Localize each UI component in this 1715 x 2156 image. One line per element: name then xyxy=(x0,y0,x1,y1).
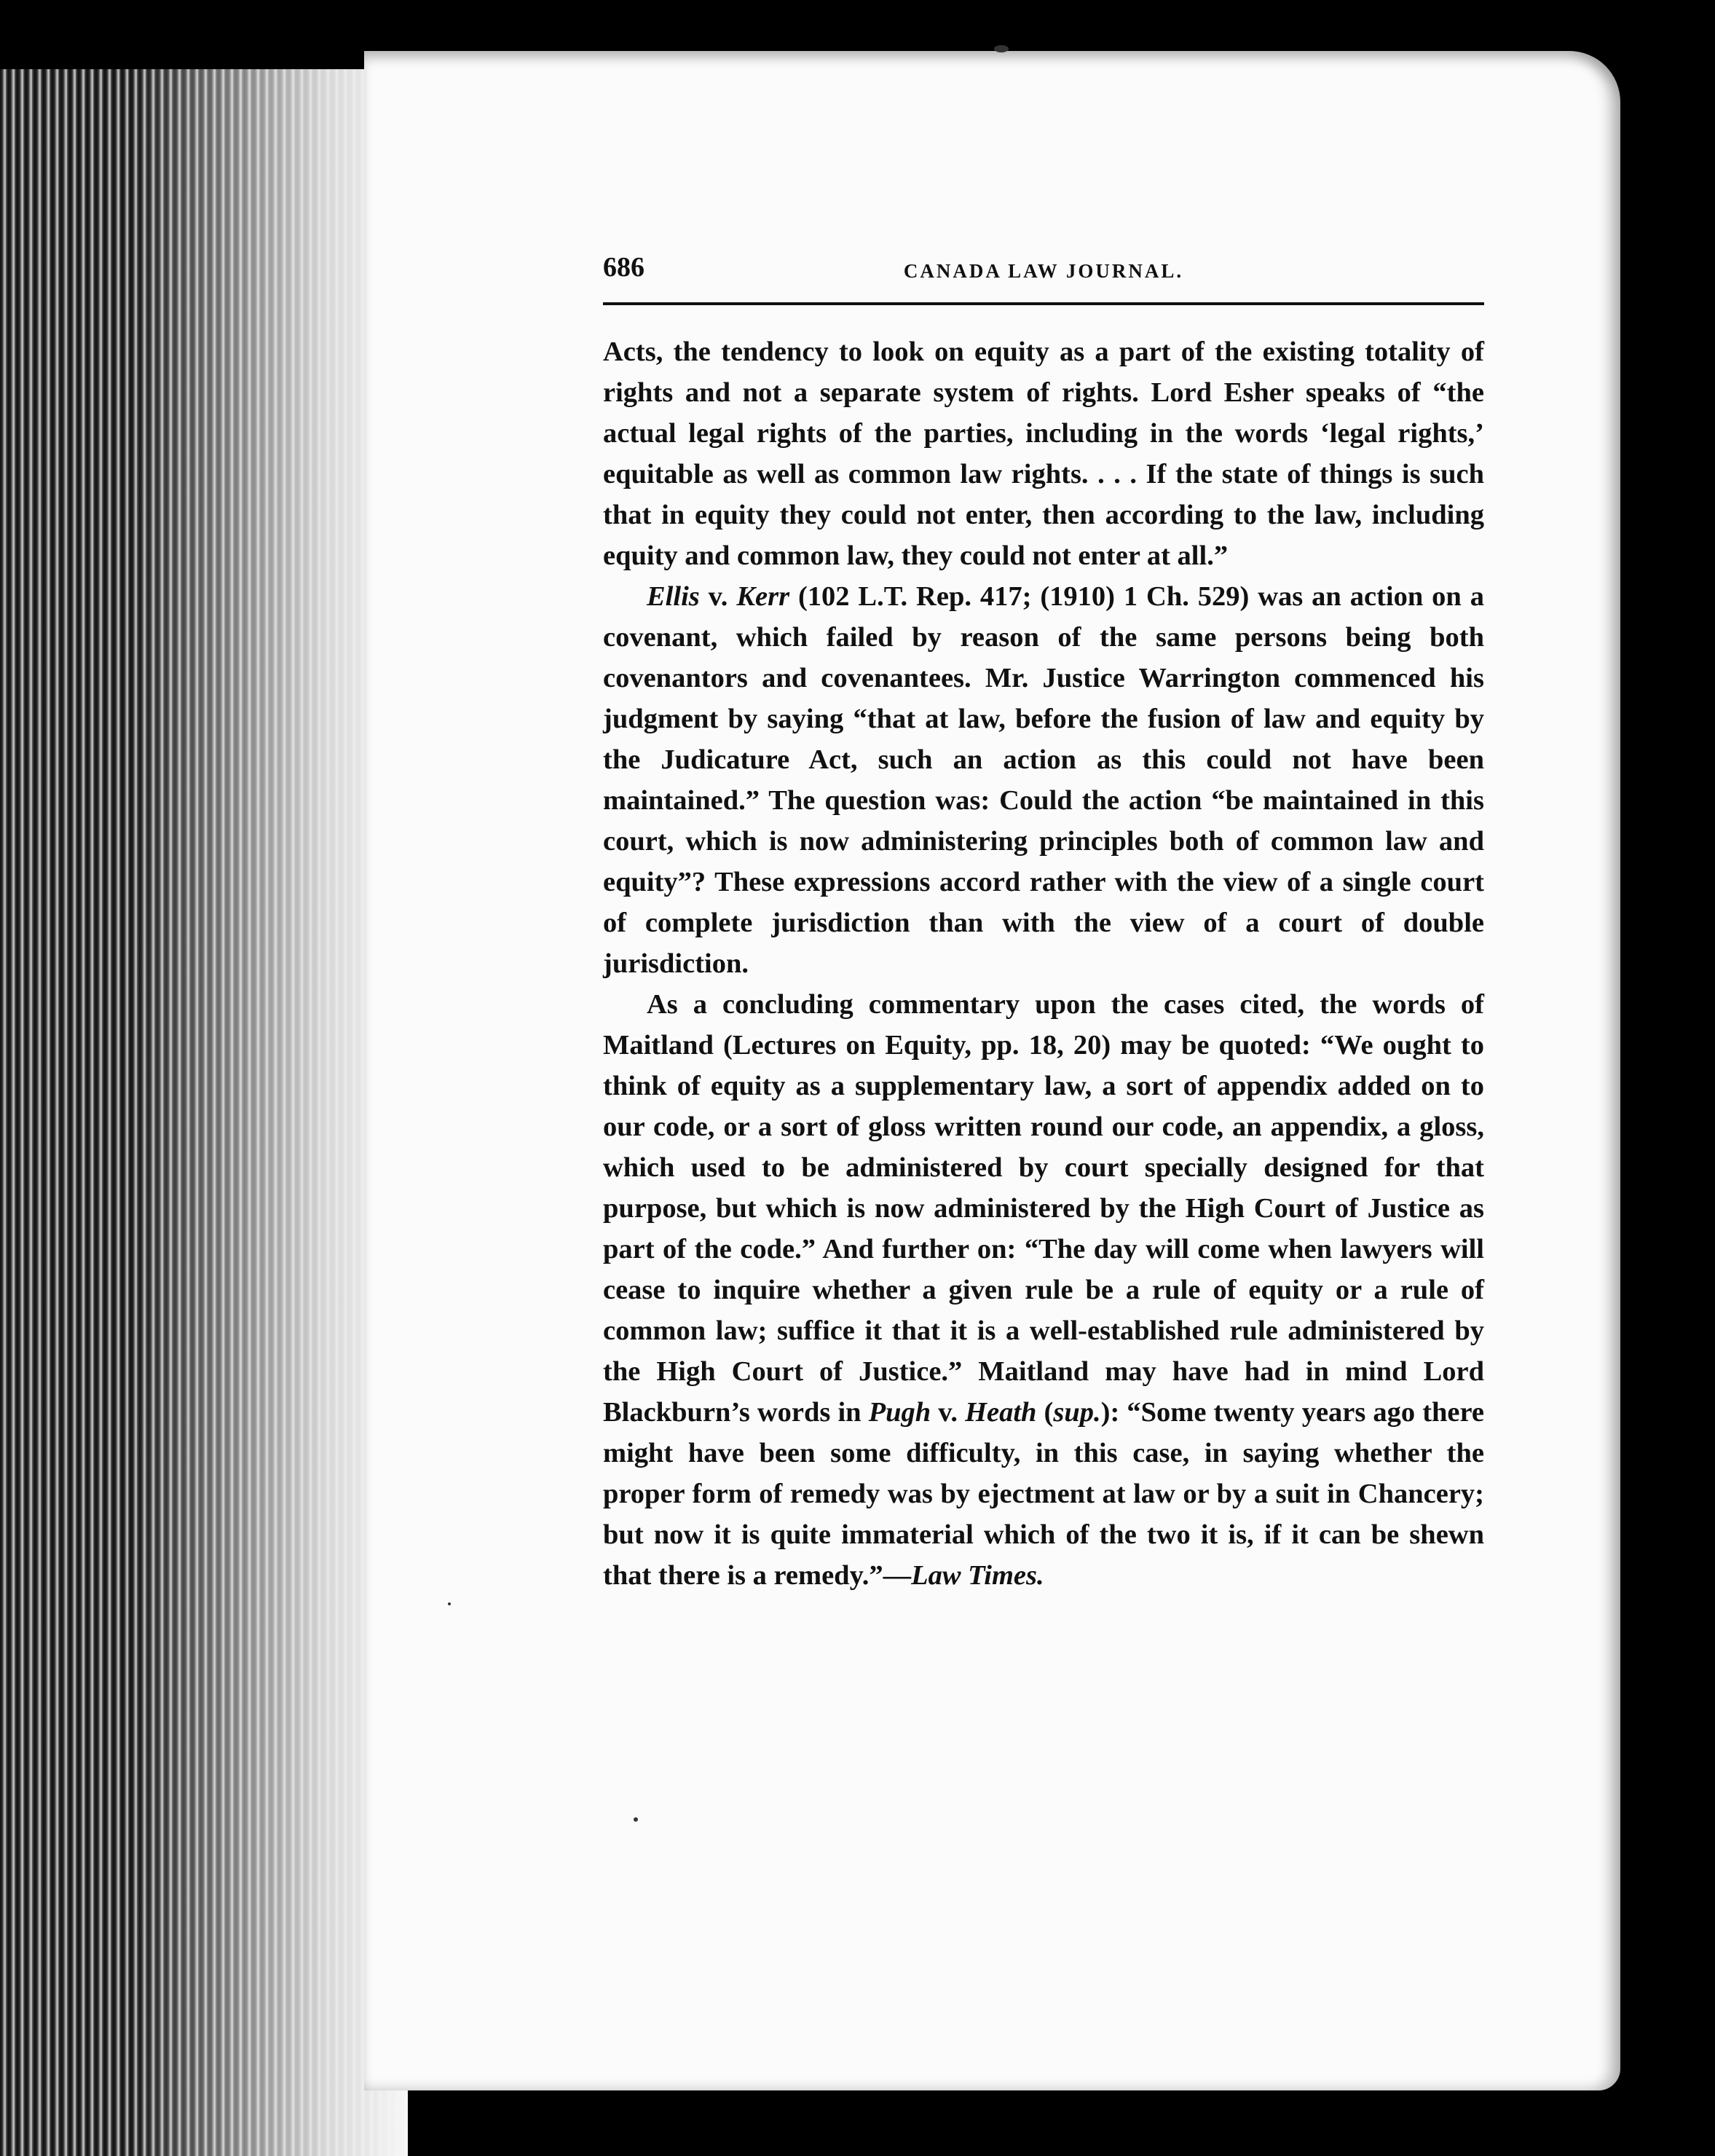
italic-run: Kerr xyxy=(736,581,790,612)
text-run: (102 L.T. Rep. 417; (1910) 1 Ch. 529) was an action on a covenant, which failed by reason of the same persons being both covenantors and covenantees. Mr. Justice Warrington commenced his judgment by saying “that at law, before the fusion of law and equity by the Judicature Act, such an action as this could not have been maintained.” The question was: Could the action “be maintained in this court, which is now administering principles both of common law and equity”? These expressions accord rather with the view of a single court of complete jurisdiction than with the view of a court of double jurisdiction. xyxy=(603,581,1484,979)
page-edge xyxy=(1620,73,1715,2156)
scan-speck xyxy=(634,1817,638,1822)
text-run: v. xyxy=(699,581,737,612)
scan-speck xyxy=(994,45,1009,52)
italic-run: sup. xyxy=(1053,1397,1101,1428)
article-body xyxy=(603,331,1484,1596)
text-run: Acts, the tendency to look on equity as a part of the existing totality of rights and not a separate system of rights. Lord Esher speaks of “the actual legal rights of the parties, including in the words ‘legal rights,’ equitable as well as common law rights. . . . If the state of things is such that in equity they could not enter, then according to the law, including equity and common law, they could not enter at all.” xyxy=(603,337,1484,571)
italic-run: Ellis xyxy=(647,581,700,612)
paragraph-p3 xyxy=(603,984,1484,1596)
italic-run: Pugh xyxy=(868,1397,931,1428)
page-header xyxy=(603,251,1484,302)
italic-run: Heath xyxy=(965,1397,1037,1428)
page-content xyxy=(603,251,1484,1596)
running-title: CANADA LAW JOURNAL. xyxy=(903,260,1184,282)
italic-run: Law Times. xyxy=(911,1560,1044,1591)
page-number: 686 xyxy=(603,252,644,283)
paragraph-p1 xyxy=(603,331,1484,576)
header-rule xyxy=(603,302,1484,305)
text-run: ): “Some twenty years ago there might have been some difficulty, in this case, in saying whether the proper form of remedy was by ejectment at law or by a suit in Chancery; but now it is quite immaterial which of the two it is, if it can be shewn that there is a remedy.”— xyxy=(603,1397,1484,1591)
scan-speck xyxy=(448,1602,451,1605)
text-run: As a concluding commentary upon the cases cited, the words of Maitland (Lectures on Equity, pp. 18, 20) may be quoted: “We ought to think of equity as a supplementary law, a sort of appendix added on to our code, or a sort of gloss written round our code, an appendix, a gloss, which used to be administered by court specially designed for that purpose, but which is now administered by the High Court of Justice as part of the code.” And further on: “The day will come when lawyers will cease to inquire whether a given rule be a rule of equity or a rule of common law; suffice it that it is a well-established rule administered by the High Court of Justice.” Maitland may have had in mind Lord Blackburn’s words in xyxy=(603,989,1484,1428)
paragraph-p2 xyxy=(603,576,1484,984)
text-run: v. xyxy=(931,1397,966,1428)
text-run: ( xyxy=(1036,1397,1054,1428)
